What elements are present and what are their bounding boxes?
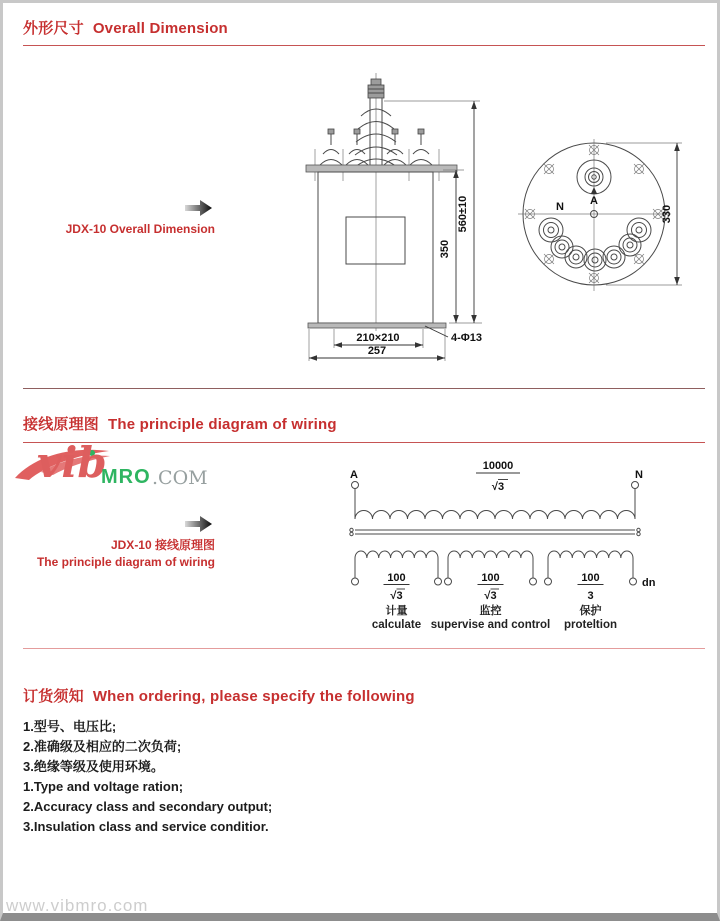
caption-model: JDX-10 接线原理图 (110, 538, 215, 552)
ratio-num: 100 (581, 572, 600, 584)
section-title-en: Overall Dimension (92, 20, 228, 37)
section-title-en: The principle diagram of wiring (108, 416, 337, 433)
list-item: 1.Type and voltage ration; (23, 779, 184, 794)
list-item: 3.绝缘等级及使用环境。 (23, 759, 164, 774)
list-item: 2.Accuracy class and secondary output; (23, 799, 273, 814)
dim-diameter: 330 (661, 204, 673, 224)
ratio-num: 100 (481, 572, 500, 584)
terminal-a-label: A (350, 469, 358, 481)
arrow-right-icon (185, 199, 213, 217)
section-title-cn: 订货须知 (23, 688, 84, 705)
base-plate (308, 323, 446, 328)
dim-base-width: 257 (367, 345, 387, 357)
list-item: 2.准确级及相应的二次负荷; (23, 739, 182, 754)
terminal-dn-label: dn (642, 577, 656, 589)
primary-ratio-num: 10000 (482, 460, 514, 472)
terminal-n-label: N (635, 469, 643, 481)
dim-body-height: 350 (439, 239, 451, 259)
section-divider (23, 388, 705, 389)
list-item: 1.型号、电压比; (23, 719, 117, 734)
section-title-cn: 外形尺寸 (23, 20, 84, 37)
logo-mro-text: MRO (101, 466, 151, 488)
primary-winding (355, 511, 635, 520)
secondary-winding-1 (352, 551, 442, 631)
terminal-a-label: A (590, 195, 598, 207)
dim-holes: 4-Φ13 (451, 332, 483, 344)
nameplate-window (346, 217, 405, 264)
ratio-num: 100 (387, 572, 406, 584)
secondary-winding-3 (545, 551, 637, 631)
title-underline (23, 45, 705, 46)
wiring-caption (23, 515, 215, 571)
dim-total-height: 560±10 (457, 195, 469, 233)
ratio-den: 3 (587, 590, 594, 602)
winding-label-en: proteltion (563, 619, 618, 631)
section-title-en: When ordering, please specify the following (92, 688, 415, 705)
tank-body (318, 172, 433, 323)
section-title-wiring (23, 413, 337, 434)
winding-label-cn: 计量 (385, 605, 408, 617)
ratio-den: √3 (390, 590, 403, 602)
section-divider (23, 648, 705, 649)
top-view-drawing (508, 136, 698, 298)
winding-label-en: supervise and control (430, 619, 551, 631)
winding-label-cn: 监控 (479, 605, 502, 617)
watermark-url: www.vibmro.com (6, 896, 149, 915)
dim-hole-spacing: 210×210 (356, 332, 400, 344)
ratio-den: √3 (484, 590, 497, 602)
caption-text: JDX-10 Overall Dimension (65, 222, 215, 236)
ordering-list (23, 717, 272, 837)
vibmro-logo (13, 440, 223, 500)
section-title-dimension (23, 17, 228, 38)
terminal-n-label: N (556, 201, 564, 213)
primary-ratio-den: √3 (491, 481, 505, 493)
logo-script-text: vib (37, 438, 107, 487)
mounting-plate (306, 165, 457, 172)
front-view-drawing (293, 69, 513, 369)
winding-label-cn: 保护 (579, 605, 602, 617)
winding-label-en: calculate (371, 619, 422, 631)
caption-en: The principle diagram of wiring (36, 555, 215, 569)
section-title-ordering (23, 685, 415, 706)
list-item: 3.Insulation class and service conditior. (23, 819, 269, 834)
front-view-caption (23, 199, 215, 238)
arrow-right-icon (185, 515, 213, 533)
section-title-cn: 接线原理图 (23, 416, 100, 433)
wiring-diagram (335, 451, 720, 641)
secondary-winding-2 (431, 551, 551, 631)
secondary-terminals (539, 218, 651, 271)
logo-com-text: .COM (152, 467, 208, 489)
